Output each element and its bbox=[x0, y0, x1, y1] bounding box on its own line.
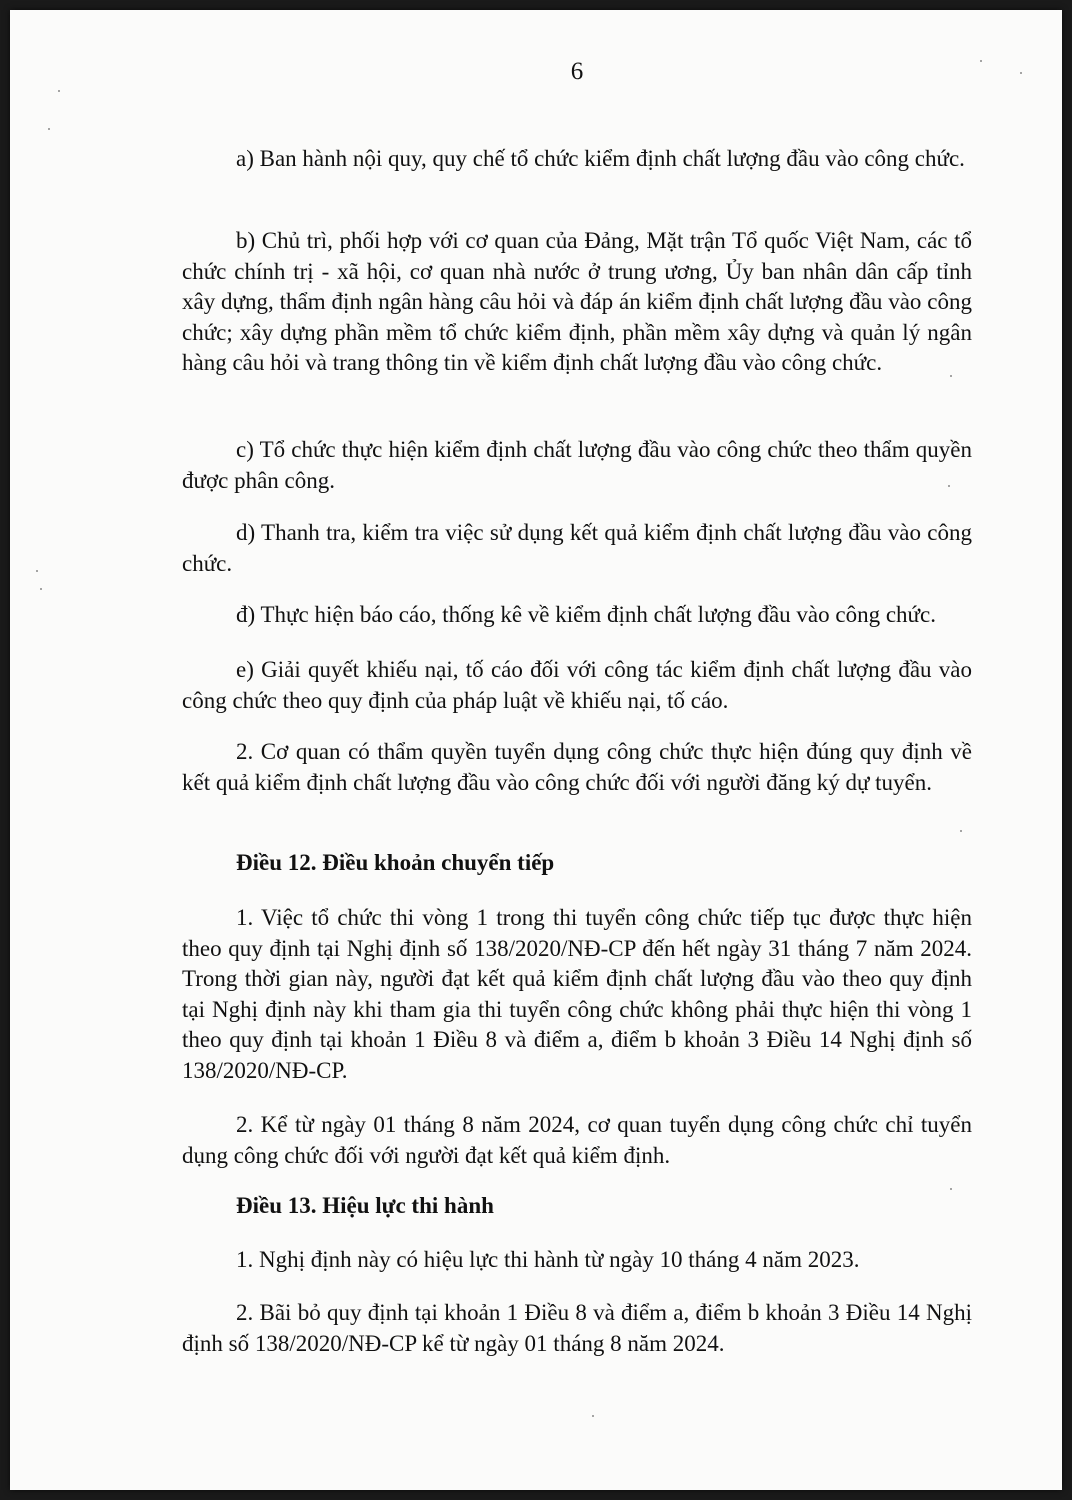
article-13-paragraph-2: 2. Bãi bỏ quy định tại khoản 1 Điều 8 và điểm a, điểm b khoản 3 Điều 14 Nghị định số 138/2020/NĐ-CP kể từ ngày 01 tháng 8 năm 2024. bbox=[182, 1300, 972, 1356]
article-12-heading: Điều 12. Điều khoản chuyển tiếp bbox=[236, 850, 555, 875]
document-page bbox=[10, 10, 1062, 1490]
paragraph-d: d) Thanh tra, kiểm tra việc sử dụng kết quả kiểm định chất lượng đầu vào công chức. bbox=[182, 520, 972, 576]
paragraph-e: e) Giải quyết khiếu nại, tố cáo đối với công tác kiểm định chất lượng đầu vào công chức theo quy định của pháp luật về khiếu nại, tố cáo. bbox=[182, 657, 972, 713]
paragraph-a: a) Ban hành nội quy, quy chế tổ chức kiểm định chất lượng đầu vào công chức. bbox=[236, 146, 965, 171]
scan-speck bbox=[1020, 72, 1022, 74]
scan-speck bbox=[36, 570, 38, 572]
scan-speck bbox=[592, 1415, 594, 1417]
scan-speck bbox=[950, 1188, 952, 1190]
scan-speck bbox=[980, 60, 982, 62]
scan-speck bbox=[948, 485, 950, 487]
scan-speck bbox=[950, 375, 952, 377]
paragraph-b: b) Chủ trì, phối hợp với cơ quan của Đảng, Mặt trận Tổ quốc Việt Nam, các tổ chức chính trị - xã hội, cơ quan nhà nước ở trung ương, Ủy ban nhân dân cấp tỉnh xây dựng, thẩm định ngân hàng câu hỏi và đáp án kiểm định chất lượng đầu vào công chức; xây dựng phần mềm tổ chức kiểm định, phần mềm xây dựng và quản lý ngân hàng câu hỏi và trang thông tin về kiểm định chất lượng đầu vào công chức. bbox=[182, 228, 972, 375]
article-13-heading: Điều 13. Hiệu lực thi hành bbox=[236, 1193, 494, 1218]
scan-speck bbox=[960, 830, 962, 832]
paragraph-c: c) Tổ chức thực hiện kiểm định chất lượng đầu vào công chức theo thẩm quyền được phân công. bbox=[182, 437, 972, 493]
page-number: 6 bbox=[570, 58, 584, 85]
article-13-paragraph-1: 1. Nghị định này có hiệu lực thi hành từ ngày 10 tháng 4 năm 2023. bbox=[236, 1247, 860, 1272]
scan-speck bbox=[48, 128, 50, 130]
article-12-paragraph-1: 1. Việc tổ chức thi vòng 1 trong thi tuyển công chức tiếp tục được thực hiện theo quy định tại Nghị định số 138/2020/NĐ-CP đến hết ngày 31 tháng 7 năm 2024. Trong thời gian này, người đạt kết quả kiểm định chất lượng đầu vào theo quy định tại Nghị định này khi tham gia thi tuyển công chức không phải thực hiện thi vòng 1 theo quy định tại khoản 1 Điều 8 và điểm a, điểm b khoản 3 Điều 14 Nghị định số 138/2020/NĐ-CP. bbox=[182, 905, 972, 1083]
article-12-paragraph-2: 2. Kể từ ngày 01 tháng 8 năm 2024, cơ quan tuyển dụng công chức chỉ tuyển dụng công chức đối với người đạt kết quả kiểm định. bbox=[182, 1112, 972, 1168]
scan-speck bbox=[40, 588, 42, 590]
paragraph-clause-2: 2. Cơ quan có thẩm quyền tuyển dụng công chức thực hiện đúng quy định về kết quả kiểm định chất lượng đầu vào công chức đối với người đăng ký dự tuyển. bbox=[182, 739, 972, 795]
paragraph-dd: đ) Thực hiện báo cáo, thống kê về kiểm định chất lượng đầu vào công chức. bbox=[236, 602, 936, 627]
scan-speck bbox=[58, 90, 60, 92]
